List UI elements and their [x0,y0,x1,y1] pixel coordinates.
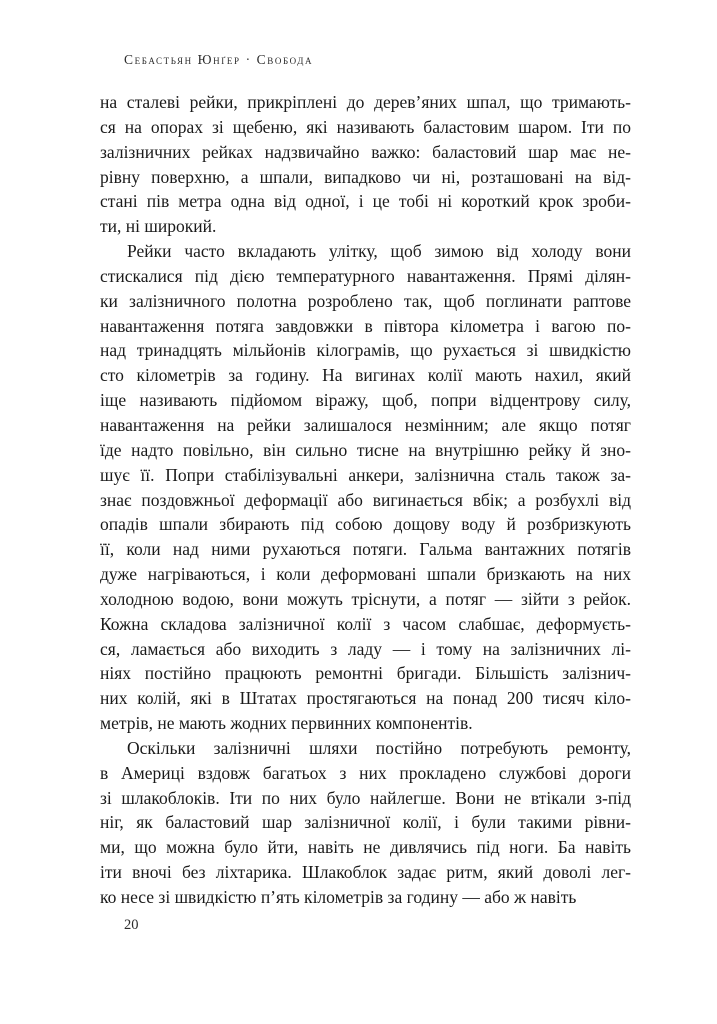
text-line: ти, ні широкий. [100,216,217,237]
text-line: стискалися під дією температурного навантаження. Прямі ділян- [100,265,631,286]
text-line: дуже нагріваються, і коли деформовані шпали бризкають на них [100,564,631,585]
text-line: опадів шпали збирають під собою дощову воду й розбризкують [100,514,631,535]
paragraph [100,90,631,239]
text-line: зі шлакоблоків. Іти по них було найлегше. Вони не втікали з-під [100,787,631,808]
text-line: ко несе зі швидкістю п’ять кілометрів за годину — або ж навіть [100,887,577,907]
text-line: шує її. Попри стабілізувальні анкери, залізнична сталь також за- [100,464,631,485]
text-line: залізничних рейках надзвичайно важко: баластовий шар має не- [100,141,631,162]
text-line: Кожна складова залізничної колії з часом слабшає, деформуєть- [100,613,631,634]
text-line: іще називають підйомом віражу, щоб, попри відцентрову силу, [100,390,631,411]
text-line: ся на опорах зі щебеню, які називають баластовим шаром. Іти по [100,116,631,137]
text-line: сто кілометрів за годину. На вигинах колії мають нахил, який [100,365,631,386]
text-line: Оскільки залізничні шляхи постійно потребують ремонту, [127,737,631,758]
text-line: метрів, не мають жодних первинних компонентів. [100,713,473,734]
text-line: її, коли над ними рухаються потяги. Гальма вантажних потягів [100,539,631,560]
text-line: ніг, як баластовий шар залізничної колії, і були такими рівни- [100,812,631,833]
text-line: ми, що можна було йти, навіть не дивлячись під ноги. Ба навіть [100,837,631,858]
text-line: ки залізничного полотна розроблено так, щоб поглинати раптове [100,290,631,311]
page-number: 20 [124,917,139,933]
paragraph [100,239,631,736]
text-line: знає поздовжньої деформації або вигинається вбік; а розбухлі від [100,489,631,510]
paragraph [100,736,631,910]
text-block [100,90,631,910]
text-line: ніях постійно працюють ремонтні бригади. Більшість залізнич- [100,663,631,684]
text-line: стані пів метра одна від одної, і це тобі ні короткий крок зроби- [100,191,631,212]
text-line: іти вночі без ліхтарика. Шлакоблок задає ритм, який доволі лег- [100,862,631,883]
text-line: їде надто повільно, він сильно тисне на внутрішню рейку й зно- [100,439,631,460]
text-line: в Америці вздовж багатьох з них прокладено службові дороги [100,762,631,783]
text-line: Рейки часто вкладають улітку, щоб зимою від холоду вони [127,241,631,262]
running-header: Себастьян Юнґер · Свобода [124,52,314,67]
text-line: рівну поверхню, а шпали, випадково чи ні, розташовані на від- [100,166,631,187]
text-line: них колій, які в Штатах простягаються на понад 200 тисяч кіло- [100,688,631,709]
text-line: навантаження потяга завдовжки в півтора кілометра і вагою по- [100,315,631,336]
text-line: навантаження на рейки залишалося незмінним; але якщо потяг [100,414,631,435]
text-line: ся, ламається або виходить з ладу — і тому на залізничних лі- [100,638,631,659]
text-line: над тринадцять мільйонів кілограмів, що рухається зі швидкістю [100,340,631,361]
text-line: на сталеві рейки, прикріплені до дерев’яних шпал, що тримають- [100,92,631,112]
text-line: холодною водою, вони можуть тріснути, а потяг — зійти з рейок. [100,588,631,609]
